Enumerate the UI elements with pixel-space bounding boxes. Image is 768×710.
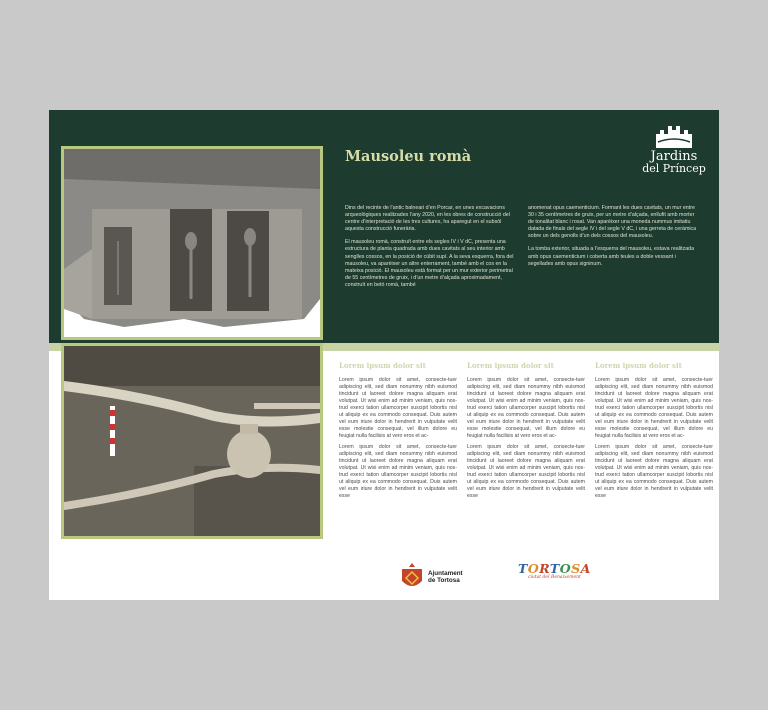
ajuntament-logo xyxy=(401,563,463,591)
mausoleum-photo xyxy=(61,146,323,340)
column-paragraph: Lorem ipsum dolor sit amet, consecte-tuer adipiscing elit, sed diam nonummy nibh euismod tincidunt ut laoreet dolore magna aliquam erat volutpat. Ut wisi enim ad minim veniam, quis nos-trud exerci tation ullamcorper suscipit lobortis nisl ut aliquip ex ea commodo consequat. Duis autem vel eum iriure dolor in hendrerit in vulputate velit esse xyxy=(595,444,713,499)
intro-paragraph: El mausoleu romà, construït entre els segles IV i V dC, presenta una estructura de planta quadrada amb dues cavitats al seu interior amb senglles cossos, en la posició de cúbit supí. A la seva esquerra, fora del mausoleu, va aparèixer un altre enterrament, també amb el cos en la mateixa posició. El mausoleu està format per un mur exterior perimetral de 55 centímetres de gruix, i d’un metre d’alçada aproximadament, construït en betó romà, també xyxy=(345,239,514,288)
page-title: Mausoleu romà xyxy=(345,148,472,165)
column-paragraph: Lorem ipsum dolor sit amet, consecte-tuer adipiscing elit, sed diam nonummy nibh euismod tincidunt ut laoreet dolore magna aliquam erat volutpat. Ut wisi enim ad minim veniam, quis nos-trud exerci tation ullamcorper suscipit lobortis nisl ut aliquip ex ea commodo consequat. Duis autem vel eum iriure dolor in hendrerit in vulputate velit esse xyxy=(467,444,585,499)
tortosa-letter: O xyxy=(559,561,572,576)
text-column-3 xyxy=(595,361,713,504)
ajuntament-line2: de Tortosa xyxy=(428,577,460,584)
tortosa-wordmark xyxy=(518,561,591,576)
coat-of-arms-icon xyxy=(401,563,423,591)
intro-text-right xyxy=(528,205,698,274)
mausoleum-illustration xyxy=(64,149,320,337)
column-heading: Lorem ipsum dolor sit xyxy=(595,361,682,370)
tortosa-letter: A xyxy=(580,561,591,576)
column-paragraph: Lorem ipsum dolor sit amet, consecte-tuer adipiscing elit, sed diam nonummy nibh euismod tincidunt ut laoreet dolore magna aliquam erat volutpat. Ut wisi enim ad minim veniam, quis nos-trud exerci tation ullamcorper suscipit lobortis nisl ut aliquip ex ea commodo consequat. Duis autem vel eum iriure dolor in hendrerit in vulputate velit esse molestie consequat, vel illum dolore eu feugiat nulla facilisis at vero eros et ac- xyxy=(595,377,713,439)
column-paragraph: Lorem ipsum dolor sit amet, consecte-tuer adipiscing elit, sed diam nonummy nibh euismod tincidunt ut laoreet dolore magna aliquam erat volutpat. Ut wisi enim ad minim veniam, quis nos-trud exerci tation ullamcorper suscipit lobortis nisl ut aliquip ex ea commodo consequat. Duis autem vel eum iriure dolor in hendrerit in vulputate velit esse molestie consequat, vel illum dolore eu feugiat nulla facilisis at vero eros et ac- xyxy=(467,377,585,439)
tortosa-letter: S xyxy=(571,561,581,576)
column-paragraph: Lorem ipsum dolor sit amet, consecte-tuer adipiscing elit, sed diam nonummy nibh euismod tincidunt ut laoreet dolore magna aliquam erat volutpat. Ut wisi enim ad minim veniam, quis nos-trud exerci tation ullamcorper suscipit lobortis nisl ut aliquip ex ea commodo consequat. Duis autem vel eum iriure dolor in hendrerit in vulputate velit esse xyxy=(339,444,457,499)
burial-illustration xyxy=(64,346,320,536)
logo-line2: del Príncep xyxy=(642,162,706,175)
intro-text-left xyxy=(345,205,515,295)
column-paragraph: Lorem ipsum dolor sit amet, consecte-tuer adipiscing elit, sed diam nonummy nibh euismod tincidunt ut laoreet dolore magna aliquam erat volutpat. Ut wisi enim ad minim veniam, quis nos-trud exerci tation ullamcorper suscipit lobortis nisl ut aliquip ex ea commodo consequat. Duis autem vel eum iriure dolor in hendrerit in vulputate velit esse molestie consequat, vel illum dolore eu feugiat nulla facilisis at vero eros et ac- xyxy=(339,377,457,439)
ajuntament-line1: Ajuntament xyxy=(428,570,463,577)
exhibit-panel xyxy=(49,110,719,600)
tortosa-letter: T xyxy=(518,561,528,576)
tortosa-tagline: ciutat del Renaixement xyxy=(527,575,581,580)
text-column-1 xyxy=(339,361,457,504)
tortosa-letter: R xyxy=(539,561,550,576)
logo-line1: Jardins xyxy=(650,149,698,164)
column-heading: Lorem ipsum dolor sit xyxy=(339,361,426,370)
tortosa-letter: T xyxy=(549,561,560,576)
castle-crown-icon xyxy=(654,124,694,148)
tortosa-letter: O xyxy=(527,561,540,576)
tortosa-logo xyxy=(518,561,591,580)
burial-photo xyxy=(61,343,323,539)
intro-paragraph: Dins del recinte de l’antic balneari d’en Porcar, en unes excavacions arqueològiques realitzades l’any 2020, en les obres de construcció del centre d’interpretació de les tres cultures, ha aparegut en el subsòl aquesta construcció funerària. xyxy=(345,205,510,233)
jardins-logo xyxy=(641,124,707,175)
column-heading: Lorem ipsum dolor sit xyxy=(467,361,554,370)
intro-paragraph: anomenat opus caementicium. Formant les dues cavitats, un mur entre 30 i 35 centímetres de gruix, per un metre d’alçada, enllufit amb morter de tonalitat blanc i rosat. Van aparèixer una moneda nummus imitatiu datada de finals del segle IV i del segle V dC, i una gerreta de ceràmica sobre un dels genolls d’un dels cossos del mausoleu. xyxy=(528,205,697,240)
intro-paragraph: La tomba exterior, situada a l’esquerra del mausoleu, estava realitzada amb opus caementicium i coberta amb teules a doble vessant i segellades amb opus signinum. xyxy=(528,246,695,267)
text-column-2 xyxy=(467,361,585,504)
